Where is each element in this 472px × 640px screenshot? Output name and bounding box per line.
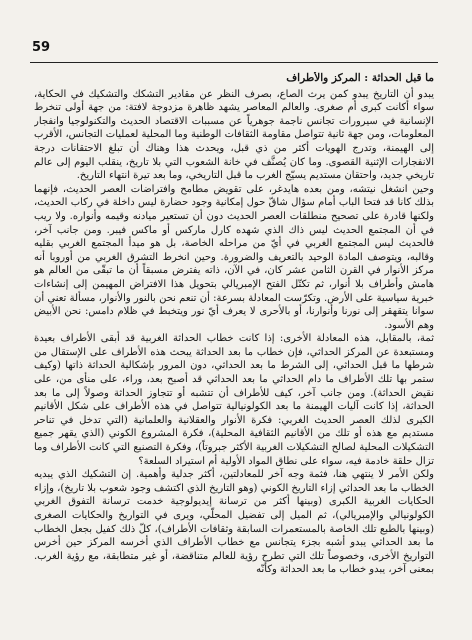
paragraph-3: ثمة، بالمقابل، هذه المعادلة الأخرى: إذا كانت خطاب الحداثة الغربية قد أبقى الأطراف بعيدة ومستبعدة عن المركز الحداثي، فإن خطاب ما بعد الحداثة يبحث هذه الأطراف على الإستقال من شرطها ما قبل الحداثي، إلى الشرط ما بعد الحداثي، دون المرور بإشكالية الحداثة ذاتها (وكيف ستمر بها تلك الأطراف ما دام الحداثي ما بعد الحداثي قد أصبح بعد، وراء، على منأى من، على نقيض الحداثة). ومن جانب آخر، كيف للأطراف أن تتشبه أو تتجاوز الحداثة وصولاً إلى ما بعد الحداثة، إذا كانت آليات الهيمنة ما بعد الكولونيالية تتواصل في هذه الأطراف على شكل الأقانيم الكبرى لذلك العصر الحديث الغربي: فكرة الأنوار والعقلانية والعلمانية (التي تدخل في تناحر مستديم مع هذه أو تلك من الأقانيم الثقافية المحلية)، فكرة المشروع الكوني (الذي يقهر جميع التشكيلات المحلية لصالح التشكيلات الغربية الأكثر جبروتاً)، وفكرة التصنيع التي كانت الأطراف وما تزال حلقة خادمة فيه، سواء على نطاق المواد الأولية أم استيراد السلعة؟ — [34, 333, 434, 467]
paragraph-2: وحين انشغل نيتشه، ومن بعده هايدغر، على تقويض مطامح وافتراضات العصر الحديث، فإنهما بذلك كانا قد فتحا الباب أمام سؤال شاقّ حول إمكانية وجود حضارة ليس داخلة في ركاب الحديث، ولكنها قادرة على تصحيح منطلقات العصر الحديث دون أن تستعير ميادنه وقيمه وأنواره. ولا ريب في أن المجتمع الحديث ليس ذاك الذي شهده كارل ماركس أو ماكس فيبر. ومن جانب آخر، فالحديث ليس المجتمع الغربي في أيّ من مراحله الخاصة، بل هو ميدأ المجتمع الغربي بقليه وقالبه، ويتوصف المادة الوحيد بالتعريف والضرورة. وحين انخرط التشرق الغربي من أوروبا أنه مركز الأنوار في القرن الثامن عشر كان، في الآن، ذاته يفترض مسبقاً أن ما تبقّى من العالم هو هامش وأطراف بلا أنوار، ثم تكتّل الفتح الإمبريالي بتحويل هذا الافتراض المهيمن إلى إنشاءات خبرية سياسية على الأرض. وتكرّست المعادلة بسرعة: أن تنعم نحن بالنور والأنوار، مسألة تعني أن سوانا يتقهقر إلى نورنا وأنوارنا، أو بالأحرى لا يعرف أيّ نور ويتخبط في ظلام دامس: نحن الأبيض وهم الأسود. — [34, 183, 434, 331]
paragraph-4: ولكن الأمر لا ينتهي هنا، فثمة وجه آخر للمعادلتين، أكثر جدلية وأهمية. إن التشكيك الذي يبديه الخطاب ما بعد الحداثي إزاء التاريخ الكوني (وهو التاريخ الذي اكتشف وجود شعوب بلا تاريخ)، وإزاء الحكايات الغربية الكبرى (وبينها أكثر من ترسانة إيديولوجية خدمت ترسانة التفوق الغربي الكولونيالي والإمبريالي)، ثم الميل إلى تفضيل المحلّي، ويرى في التواريخ والحكايات الصغرى (وبينها بالطبع تلك الخاصة بالمستعمرات السابقة وثقافات الأطراف)، كلّ ذلك كفيل بجعل الخطاب ما بعد الحداثي يبدو أشبه بجزء يتجانس مع خطاب الأطراف الذي أخرسه المركز حين أخرس التواريخ الأخرى، وخصوصاً تلك التي تطرح رؤية للعالم متناقضة، أو غير متطابقة، مع رؤية الغرب. بمعنى آخر، يبدو خطاب ما بعد الحداثة وكأنّه — [34, 469, 434, 576]
paragraph-1: يبدو أن التاريخ يبدو كمن يرث الصاع، بصرف النظر عن مقادير التشكك والتشكيك في الحكاية، سواء أكانت كبرى أم صغرى. والعالم المعاصر يشهد ظاهرة مزدوجة لافتة: من جهة أولى تنخرط الإنسانية في سيرورات تجانس ناجمة جوهرياً عن مسببات الاقتصاد الحديث والتكنولوجيا وانفجار المعلومات، ومن جهة ثانية تتواصل مقاومة الثقافات الوطنية وما المحلية لعمليات التجانس، الأقرب إلى الهيمنة، وتدرج الهويات أكثر من ذي قبل، ويحدث هذا وهناك أن تبلغ الاحتقانات درجة الانفجارات الإثنية القصوى. وما كان يُصنَّف في خانة الشعوب التي بلا تاريخ، ينقلب اليوم إلى عالم تاريخي جديد، واحتقان مستديم يسيّج الغرب ما قبل التاريخي، وما بعد تيرة انتهاء التاريخ. — [34, 88, 434, 182]
body-text — [34, 72, 434, 634]
section-title: ما قبل الحداثة : المركز والأطراف — [286, 72, 434, 84]
header-rule — [30, 62, 438, 63]
page-number: 59 — [32, 40, 51, 55]
